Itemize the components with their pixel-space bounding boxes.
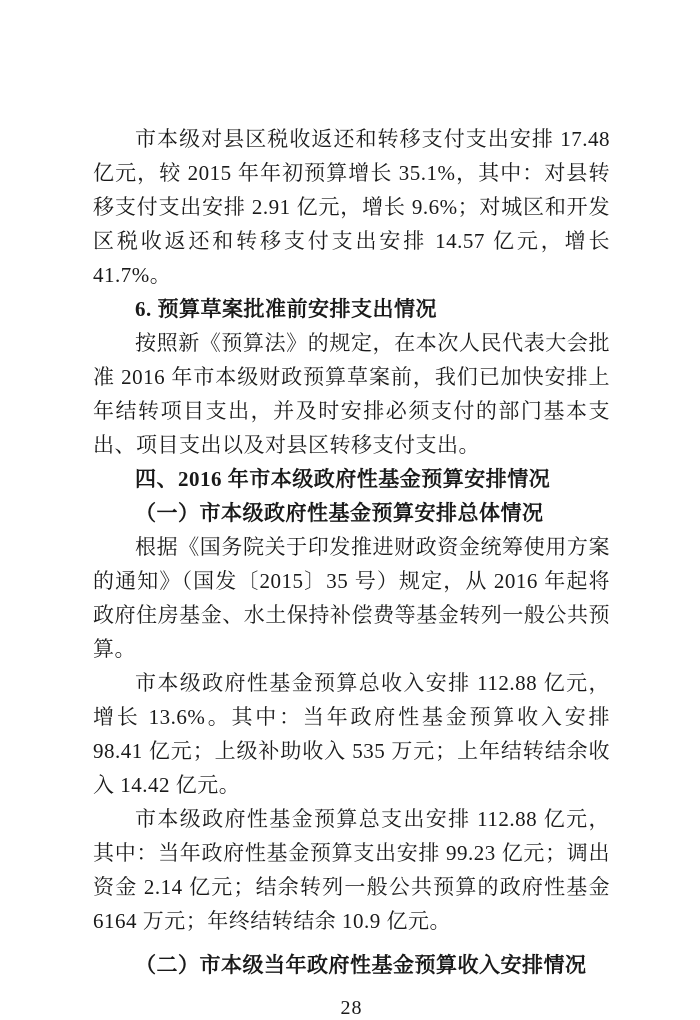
paragraph-budget-law: 按照新《预算法》的规定，在本次人民代表大会批准 2016 年市本级财政预算草案前，我们已加快安排上年结转项目支出，并及时安排必须支付的部门基本支出、项目支出以及对县区转移支付支出。 [93, 331, 610, 457]
heading-section4-2-fund-income-arrangement: （二）市本级当年政府性基金预算收入安排情况 [135, 953, 587, 977]
paragraph-fund-total-income: 市本级政府性基金预算总收入安排 112.88 亿元，增长 13.6%。其中：当年政府性基金预算收入安排 98.41 亿元；上级补助收入 535 万元；上年结转结余收入 14.42 亿元。 [93, 671, 610, 797]
heading-item6-pre-approval-spending: 6. 预算草案批准前安排支出情况 [135, 297, 437, 321]
heading-section4-1-overall-situation: （一）市本级政府性基金预算安排总体情况 [135, 501, 544, 525]
heading-section4-government-fund-budget: 四、2016 年市本级政府性基金预算安排情况 [135, 467, 551, 491]
page-number: 28 [340, 997, 363, 1019]
paragraph-guofa-notice: 根据《国务院关于印发推进财政资金统筹使用方案的通知》（国发〔2015〕35 号）规定，从 2016 年起将政府住房基金、水土保持补偿费等基金转列一般公共预算。 [93, 535, 610, 661]
paragraph-transfer-payment: 市本级对县区税收返还和转移支付支出安排 17.48 亿元，较 2015 年年初预算增长 35.1%，其中：对县转移支付支出安排 2.91 亿元，增长 9.6%；对城区和开发区税收返还和转移支付支出安排 14.57 亿元，增长 41.7%。 [93, 127, 610, 287]
paragraph-fund-total-expense: 市本级政府性基金预算总支出安排 112.88 亿元，其中：当年政府性基金预算支出安排 99.23 亿元；调出资金 2.14 亿元；结余转列一般公共预算的政府性基金 6164 万元；年终结转结余 10.9 亿元。 [93, 807, 610, 933]
